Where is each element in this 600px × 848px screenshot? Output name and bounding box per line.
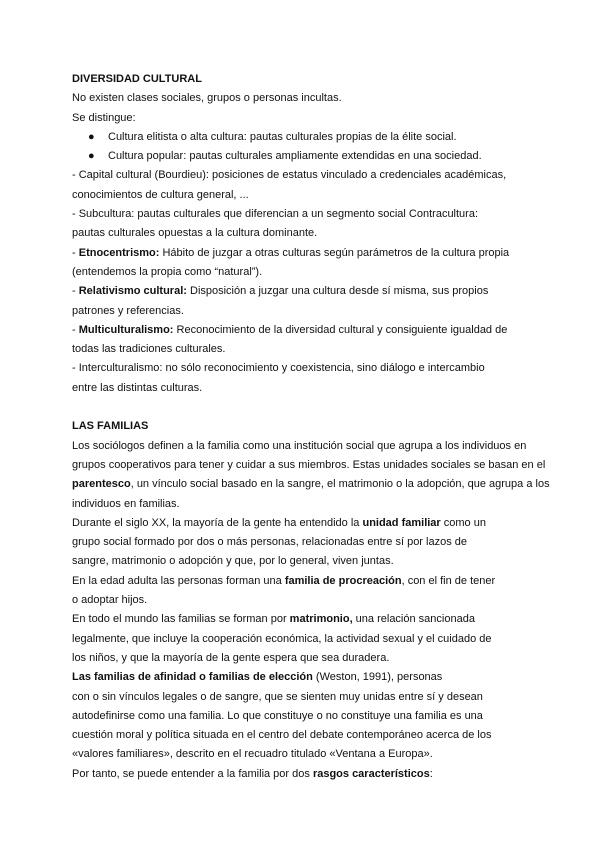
term-bold: Multiculturalismo: bbox=[78, 323, 174, 336]
text-line: «valores familiares», descrito en el recuadro titulado «Ventana a Europa». bbox=[72, 748, 433, 761]
text-line bbox=[72, 668, 562, 687]
bullet-text: Cultura elitista o alta cultura: pautas culturales propias de la élite social. bbox=[108, 130, 457, 143]
text-line: No existen clases sociales, grupos o personas incultas. bbox=[72, 92, 342, 105]
text-line: individuos en familias. bbox=[72, 497, 180, 510]
term-bold: Relativismo cultural: bbox=[78, 285, 187, 298]
text-line: - Interculturalismo: no sólo reconocimiento y coexistencia, sino diálogo e intercambio bbox=[72, 362, 485, 375]
text-line: - Etnocentrismo: Hábito de juzgar a otras culturas según parámetros de la cultura propia bbox=[72, 246, 510, 259]
text-span: Por tanto, se puede entender a la familia por dos bbox=[72, 767, 313, 780]
term-bold: rasgos característicos bbox=[312, 767, 430, 780]
document-page bbox=[72, 70, 562, 784]
text-span: una relación sancionada bbox=[352, 613, 475, 626]
text-line: - Multiculturalismo: Reconocimiento de la diversidad cultural y consiguiente igualdad de bbox=[72, 323, 508, 336]
section-title-diversidad: DIVERSIDAD CULTURAL bbox=[72, 73, 202, 85]
text-line: conocimientos de cultura general, ... bbox=[72, 188, 249, 201]
text-line: legalmente, que incluye la cooperación económica, la actividad sexual y el cuidado de bbox=[72, 632, 492, 645]
text-span: Durante el siglo XX, la mayoría de la gente ha entendido la bbox=[72, 516, 363, 529]
spacer bbox=[72, 398, 562, 417]
text-line: los niños, y que la mayoría de la gente espera que sea duradera. bbox=[72, 651, 390, 664]
term-definition: Reconocimiento de la diversidad cultural y consiguiente igualdad de bbox=[173, 323, 508, 336]
bullet-icon: ● bbox=[88, 130, 95, 143]
term-bold: Etnocentrismo: bbox=[78, 246, 160, 259]
text-span: , un vínculo social basado en la sangre, el matrimonio o la adopción, que agrupa a los bbox=[130, 478, 550, 491]
text-span: (Weston, 1991), personas bbox=[312, 671, 443, 684]
term-bold: familia de procreación bbox=[284, 574, 402, 587]
text-line: (entendemos la propia como “natural”). bbox=[72, 265, 263, 278]
text-line: pautas culturales opuestas a la cultura dominante. bbox=[72, 227, 318, 240]
bullet-item bbox=[72, 128, 562, 147]
term-bold: Las familias de afinidad o familias de elección bbox=[72, 671, 313, 684]
term-definition: Hábito de juzgar a otras culturas según parámetros de la cultura propia bbox=[159, 246, 510, 259]
term-bold: parentesco bbox=[72, 478, 131, 491]
term-bold: matrimonio, bbox=[289, 613, 353, 626]
text-span: En la edad adulta las personas forman una bbox=[72, 574, 285, 587]
text-line: - Subcultura: pautas culturales que diferencian a un segmento social Contracultura: bbox=[72, 208, 479, 221]
text-line bbox=[72, 610, 562, 629]
bullet-text: Cultura popular: pautas culturales ampliamente extendidas en una sociedad. bbox=[108, 150, 482, 163]
term-definition: Disposición a juzgar una cultura desde sí misma, sus propios bbox=[186, 285, 489, 298]
text-line: grupos cooperativos para tener y cuidar a sus miembros. Estas unidades sociales se basan en el bbox=[72, 458, 546, 471]
text-line: patrones y referencias. bbox=[72, 304, 184, 317]
text-line: sangre, matrimonio o adopción y que, por lo general, viven juntas. bbox=[72, 555, 394, 568]
text-line: Los sociólogos definen a la familia como una institución social que agrupa a los individuos en bbox=[72, 439, 527, 452]
text-span: , con el fin de tener bbox=[401, 574, 496, 587]
text-line: Se distingue: bbox=[72, 111, 136, 124]
text-line: - Relativismo cultural: Disposición a juzgar una cultura desde sí misma, sus propios bbox=[72, 285, 489, 298]
text-line: o adoptar hijos. bbox=[72, 594, 148, 607]
text-span: como un bbox=[440, 516, 486, 529]
text-span: En todo el mundo las familias se forman por bbox=[72, 613, 290, 626]
text-line: todas las tradiciones culturales. bbox=[72, 343, 226, 356]
text-line: - Capital cultural (Bourdieu): posiciones de estatus vinculado a credenciales académicas, bbox=[72, 169, 507, 182]
bullet-item bbox=[72, 147, 562, 166]
text-line bbox=[72, 514, 562, 533]
text-line: con o sin vínculos legales o de sangre, que se sienten muy unidas entre sí y desean bbox=[72, 690, 483, 703]
bullet-icon: ● bbox=[88, 150, 95, 163]
section-title-familias: LAS FAMILIAS bbox=[72, 420, 149, 433]
text-line bbox=[72, 475, 562, 494]
text-span: : bbox=[429, 767, 433, 780]
text-line: autodefinirse como una familia. Lo que constituye o no constituye una familia es una bbox=[72, 709, 483, 722]
term-bold: unidad familiar bbox=[362, 516, 441, 529]
text-line bbox=[72, 765, 562, 784]
text-line: entre las distintas culturas. bbox=[72, 381, 203, 394]
text-line: cuestión moral y política situada en el centro del debate contemporáneo acerca de los bbox=[72, 729, 492, 742]
text-line bbox=[72, 572, 562, 591]
text-line: grupo social formado por dos o más personas, relacionadas entre sí por lazos de bbox=[72, 536, 467, 549]
